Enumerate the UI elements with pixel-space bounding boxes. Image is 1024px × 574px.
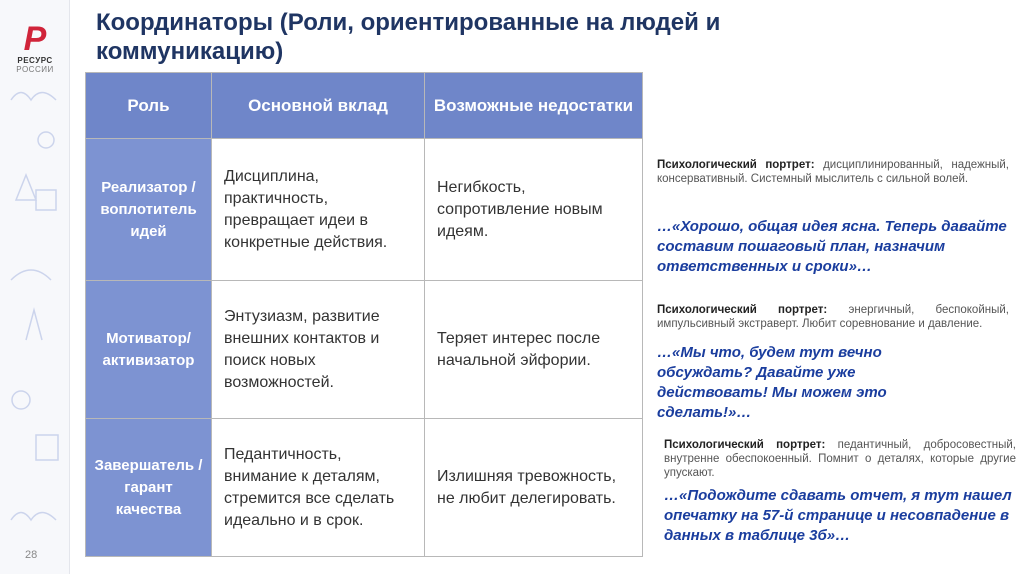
- slide-title: Координаторы (Роли, ориентированные на людей и коммуникацию): [96, 9, 721, 65]
- decorative-sidebar: [0, 0, 70, 574]
- role-cell: Реализатор / воплотитель идей: [86, 139, 212, 281]
- logo-text-1: РЕСУРС: [17, 56, 53, 65]
- header-role: Роль: [86, 73, 212, 139]
- quote-1: …«Хорошо, общая идея ясна. Теперь давайте составим пошаговый план, назначим ответственных и сроки»…: [657, 218, 1007, 275]
- contribution-cell: Педантичность, внимание к деталям, стремится все сделать идеально и в срок.: [212, 419, 425, 557]
- portrait-label: Психологический портрет:: [657, 159, 815, 171]
- quote-3: …«Подождите сдавать отчет, я тут нашел опечатку на 57-й странице и несовпадение в данных в таблице 3б»…: [664, 487, 1012, 544]
- table-row: [86, 419, 643, 557]
- contribution-cell: Дисциплина, практичность, превращает идеи в конкретные действия.: [212, 139, 425, 281]
- portrait-label: Психологический портрет:: [664, 439, 826, 451]
- contribution-cell: Энтузиазм, развитие внешних контактов и поиск новых возможностей.: [212, 281, 425, 419]
- quote-2: …«Мы что, будем тут вечно обсуждать? Давайте уже действовать! Мы можем это сделать!»…: [657, 344, 887, 421]
- portrait-3: [664, 438, 1016, 480]
- logo-text-2: РОССИИ: [16, 65, 54, 74]
- portrait-text: педантичный, добросовестный, внутренне обеспокоенный. Помнит о деталях, которые другие упускают.: [664, 439, 1016, 479]
- portrait-2: [657, 303, 1009, 331]
- landmarks-pattern-icon: [6, 80, 64, 540]
- role-cell: Мотиватор/ активизатор: [86, 281, 212, 419]
- portrait-1: [657, 158, 1009, 186]
- header-weakness: Возможные недостатки: [425, 73, 643, 139]
- weakness-cell: Теряет интерес после начальной эйфории.: [425, 281, 643, 419]
- logo-mark-icon: Р: [23, 20, 47, 58]
- role-cell: Завершатель /гарант качества: [86, 419, 212, 557]
- logo: [14, 22, 56, 74]
- portrait-text: энергичный, беспокойный, импульсивный экстраверт. Любит соревнование и давление.: [657, 304, 1009, 330]
- portrait-label: Психологический портрет:: [657, 304, 828, 316]
- table-row: [86, 139, 643, 281]
- table-row: [86, 281, 643, 419]
- header-contribution: Основной вклад: [212, 73, 425, 139]
- weakness-cell: Негибкость, сопротивление новым идеям.: [425, 139, 643, 281]
- weakness-cell: Излишняя тревожность, не любит делегировать.: [425, 419, 643, 557]
- page-number: 28: [25, 549, 38, 561]
- table-header-row: [86, 73, 643, 139]
- portrait-text: дисциплинированный, надежный, консервативный. Системный мыслитель с сильной волей.: [657, 159, 1010, 185]
- roles-table: [85, 72, 643, 557]
